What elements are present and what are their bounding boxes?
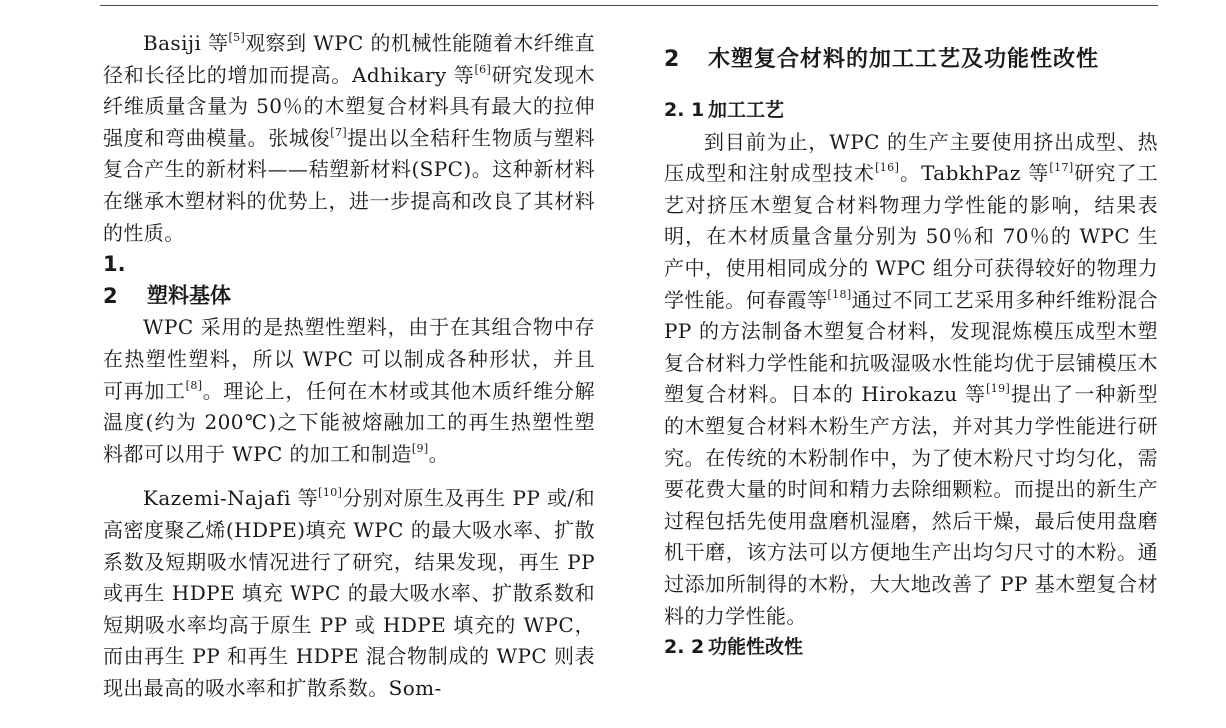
right-column bbox=[664, 28, 1158, 664]
text-run: 观察到 WPC 的机械性能随着木纤维直径和长径比的增加而提高。Adhikary 等 bbox=[103, 31, 595, 87]
citation-ref: [6] bbox=[474, 62, 492, 76]
citation-ref: [18] bbox=[827, 287, 852, 301]
text-run: 到目前为止，WPC 的生产主要使用挤出成型、热压成型和注射成型技术 bbox=[664, 129, 1158, 186]
heading-1-2 bbox=[103, 249, 595, 312]
heading-2-1 bbox=[664, 95, 1158, 127]
text-run: 。 bbox=[428, 441, 450, 466]
section-title: 木塑复合材料的加工工艺及功能性改性 bbox=[708, 47, 1100, 72]
citation-ref: [17] bbox=[1049, 161, 1074, 175]
paragraph-processing bbox=[664, 127, 1158, 633]
citation-ref: [8] bbox=[185, 378, 203, 392]
section-title: 加工工艺 bbox=[708, 99, 785, 121]
citation-ref: [9] bbox=[411, 441, 429, 455]
citation-ref: [10] bbox=[318, 486, 343, 500]
paragraph-basiji bbox=[103, 28, 595, 249]
text-run: 分别对原生及再生 PP 或/和高密度聚乙烯(HDPE)填充 WPC 的最大吸水率、扩散系数及短期吸水情况进行了研究，结果发现，再生 PP 或再生 HDPE 填充 WPC 的最大吸水率、扩散系数和短期吸水率均高于原生 PP 或 HDPE 填充的 WPC，而由再生 PP 和再生 HDPE 混合物制成的 WPC 则表现出最高的吸水率和扩散系数。Som- bbox=[103, 486, 596, 700]
section-title: 塑料基体 bbox=[147, 283, 231, 308]
text-run: Kazemi-Najafi 等 bbox=[143, 486, 319, 511]
paragraph-wpc-thermoplastic bbox=[103, 312, 595, 470]
text-run: 通过不同工艺采用多种纤维粉混合 PP 的方法制备木塑复合材料，发现混炼模压成型木塑复合材料力学性能和抗吸湿吸水性能均优于层铺模压木塑复合材料。日本的 Hirokazu 等 bbox=[664, 287, 1159, 407]
text-run: 。TabkhPaz 等 bbox=[899, 161, 1050, 186]
left-column bbox=[103, 28, 595, 704]
section-title: 功能性改性 bbox=[708, 636, 804, 659]
section-number: 2 bbox=[664, 47, 681, 72]
heading-2-2 bbox=[664, 632, 1158, 664]
text-run: 研究了工艺对挤压木塑复合材料物理力学性能的影响，结果表明，在木材质量含量分别为 50％和 70％的 WPC 生产中，使用相同成分的 WPC 组分可获得较好的物理力学性能。何春霞等 bbox=[664, 161, 1159, 312]
section-number: 1. 2 bbox=[103, 252, 126, 308]
citation-ref: [19] bbox=[986, 382, 1011, 396]
text-run: 提出了一种新型的木塑复合材料木粉生产方法，并对其力学性能进行研究。在传统的木粉制作中，为了使木粉尺寸均匀化，需要花费大量的时间和精力去除细颗粒。而提出的新生产过程包括先使用盘磨机湿磨，然后干燥，最后使用盘磨机干磨，该方法可以方便地生产出均匀尺寸的木粉。通过添加所制得的木粉，大大地改善了 PP 基木塑复合材料的力学性能。 bbox=[664, 382, 1158, 628]
header-rule bbox=[100, 5, 1158, 6]
section-number: 2. 1 bbox=[664, 99, 705, 121]
text-run: Basiji 等 bbox=[143, 31, 229, 55]
text-run: 研究发现木纤维质量含量为 50％的木塑复合材料具有最大的拉伸强度和弯曲模量。张城俊 bbox=[103, 62, 595, 150]
heading-2 bbox=[664, 40, 1158, 80]
citation-ref: [16] bbox=[875, 161, 900, 175]
paragraph-kazemi-najafi bbox=[103, 483, 595, 704]
text-run: WPC 采用的是热塑性塑料，由于在其组合物中存在热塑性塑料，所以 WPC 可以制成各种形状，并且可再加工 bbox=[103, 315, 595, 403]
citation-ref: [7] bbox=[330, 125, 348, 139]
text-run: 提出以全秸秆生物质与塑料复合产生的新材料——秸塑新材料(SPC)。这种新材料在继承木塑材料的优势上，进一步提高和改良了其材料的性质。 bbox=[103, 125, 595, 245]
citation-ref: [5] bbox=[228, 31, 246, 44]
text-run: 。理论上，任何在木材或其他木质纤维分解温度(约为 200℃)之下能被熔融加工的再生热塑性塑料都可以用于 WPC 的加工和制造 bbox=[103, 378, 595, 466]
section-number: 2. 2 bbox=[664, 636, 705, 659]
